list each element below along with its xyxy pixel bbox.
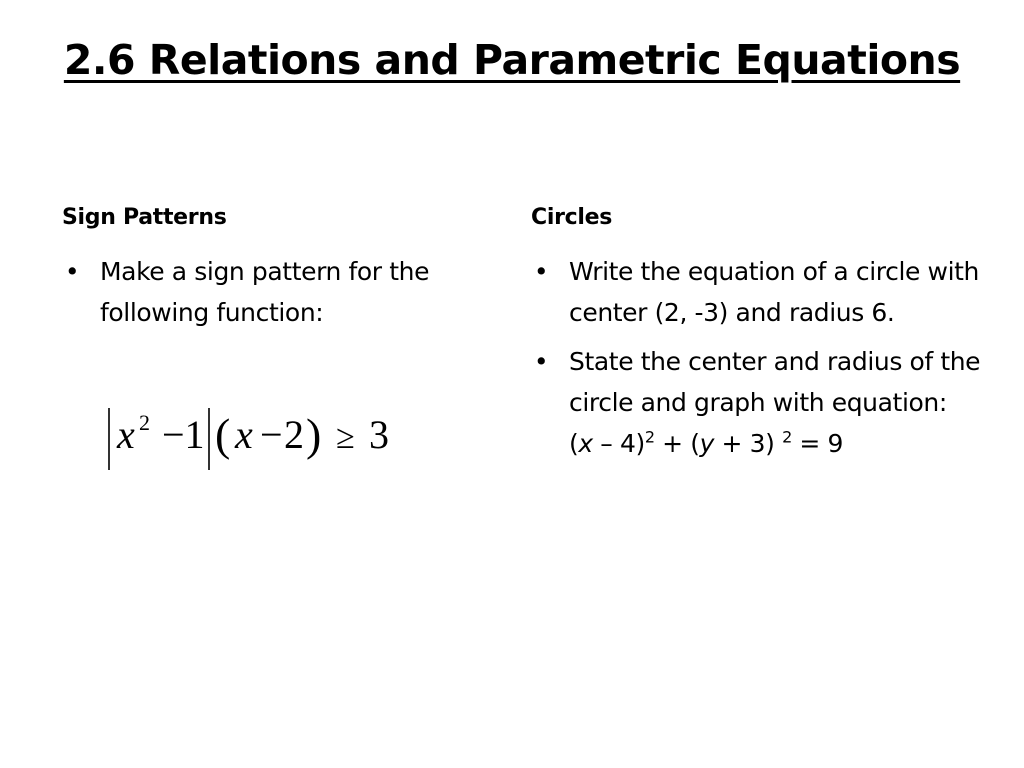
bullet-text: Write the equation of a circle with center (2, -3) and radius 6. (569, 257, 979, 327)
eq-part: + ( (654, 429, 700, 458)
eq-part: + 3) (714, 429, 783, 458)
eq-geq: ≥ (336, 419, 355, 456)
bullet-icon: • (533, 257, 549, 286)
inequality-equation (104, 404, 404, 476)
eq-x: x (578, 429, 593, 458)
eq-part: = 9 (791, 429, 843, 458)
sign-patterns-heading: Sign Patterns (62, 205, 227, 230)
eq-minus-one: −1 (162, 412, 205, 457)
eq-paren-open: ( (215, 409, 231, 460)
list-item (62, 251, 492, 333)
eq-minus: − (260, 412, 283, 457)
list-item (531, 341, 981, 464)
sign-patterns-list (62, 251, 492, 341)
list-item (531, 251, 981, 333)
circle-equation (569, 429, 843, 458)
eq-superscript: 2 (644, 427, 655, 447)
circles-heading: Circles (531, 205, 613, 230)
eq-exponent: 2 (139, 410, 150, 435)
eq-superscript: 2 (782, 427, 792, 447)
eq-x-term: x (117, 412, 135, 457)
bullet-icon: • (533, 347, 549, 376)
circles-list (531, 251, 981, 472)
bullet-text: State the center and radius of the circle and graph with equation: (569, 347, 981, 417)
eq-paren-close: ) (306, 409, 322, 460)
bullet-icon: • (64, 257, 80, 286)
eq-open: ( (569, 429, 579, 458)
eq-three: 3 (369, 412, 389, 457)
bullet-text: Make a sign pattern for the following function: (100, 257, 430, 327)
eq-y: y (699, 429, 715, 458)
slide-title: 2.6 Relations and Parametric Equations (63, 36, 961, 84)
eq-part: – 4) (592, 429, 645, 458)
eq-two: 2 (284, 412, 304, 457)
eq-x2-term: x (235, 412, 253, 457)
